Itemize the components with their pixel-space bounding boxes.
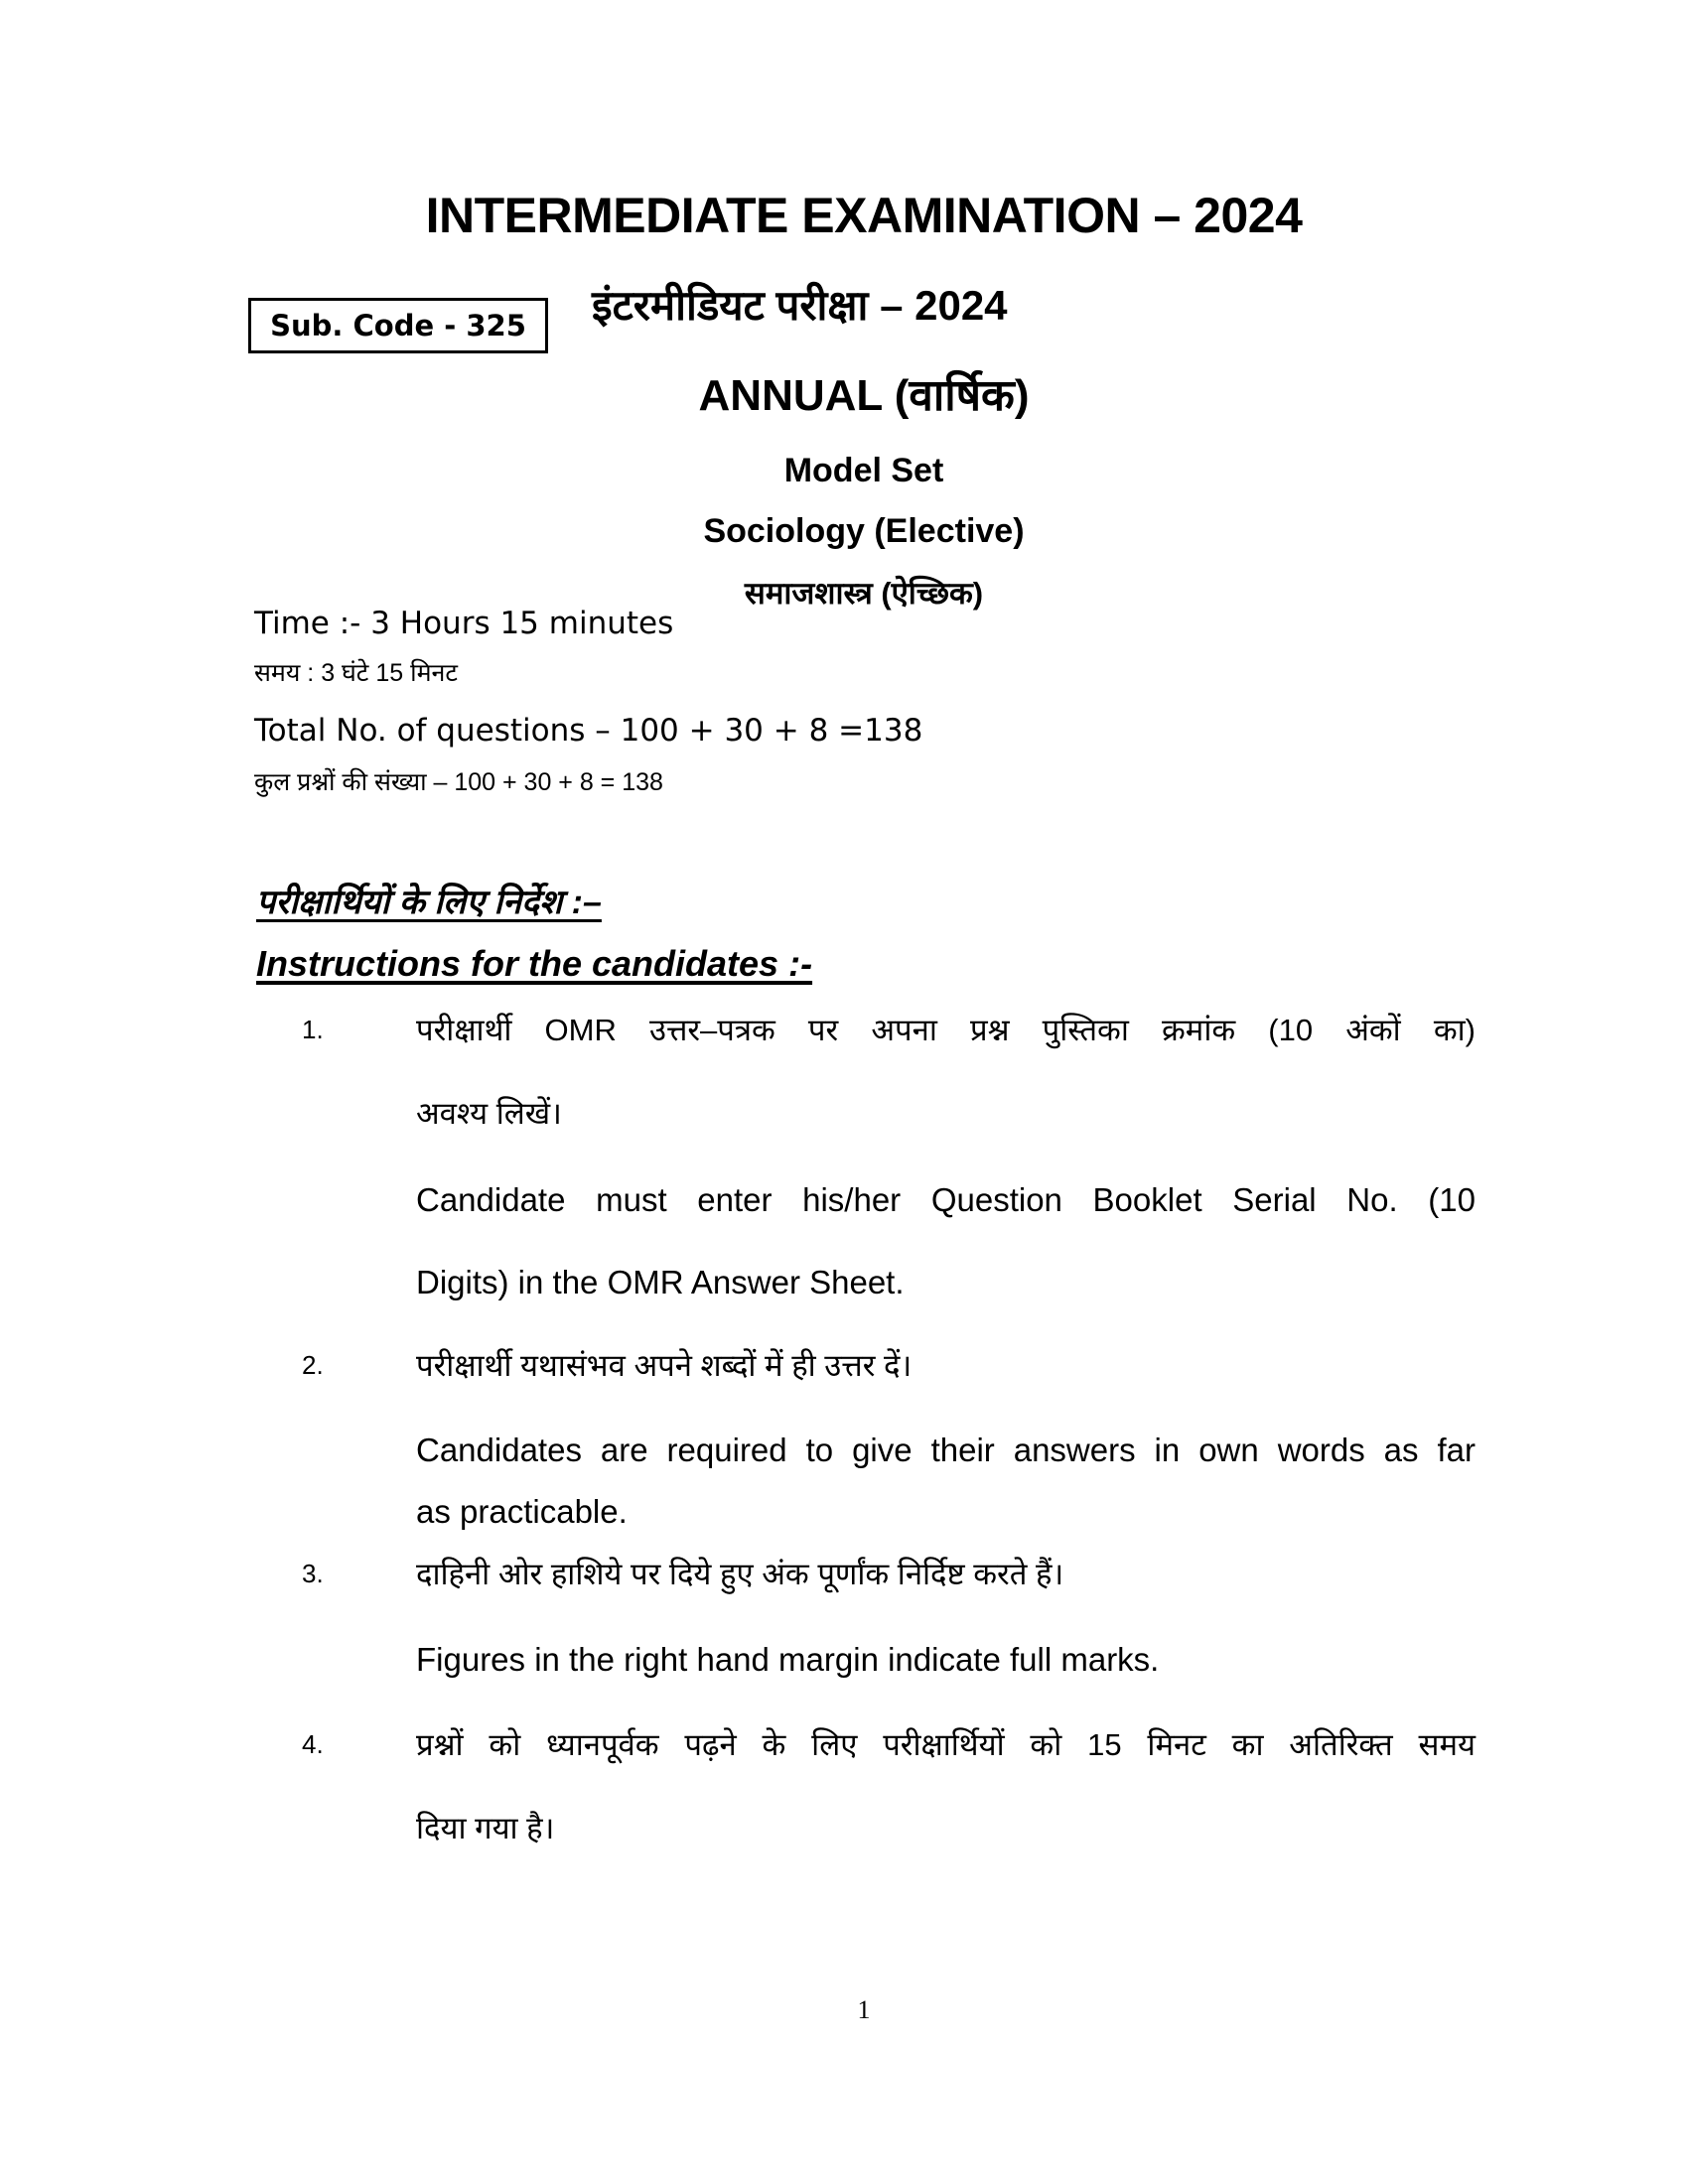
instruction-text-hindi: दाहिनी ओर हाशिये पर दिये हुए अंक पूर्णांक निर्दिष्ट करते हैं।	[416, 1557, 1064, 1591]
sub-code-label: Sub. Code - 325	[270, 309, 526, 342]
instruction-text-hindi: दिया गया है।	[416, 1811, 555, 1845]
instruction-number: 4.	[302, 1729, 324, 1759]
instruction-text-hindi: परीक्षार्थी OMR उत्तर–पत्रक पर अपना प्रश्न पुस्तिका क्रमांक (10 अंकों का)	[416, 1013, 1476, 1047]
total-questions-hindi: कुल प्रश्नों की संख्या – 100 + 30 + 8 = 138	[254, 768, 663, 796]
exam-title-hindi: इंटरमीडियट परीक्षा – 2024	[592, 282, 1008, 329]
instruction-number: 1.	[302, 1015, 324, 1044]
time-hindi: समय : 3 घंटे 15 मिनट	[254, 659, 459, 687]
session-label: ANNUAL (वार्षिक)	[698, 371, 1030, 420]
instruction-text-english: Candidate must enter his/her Question Booklet Serial No. (10	[416, 1181, 1476, 1218]
total-questions-english: Total No. of questions – 100 + 30 + 8 =138	[254, 713, 923, 749]
time-english: Time :- 3 Hours 15 minutes	[254, 606, 674, 641]
instruction-number: 2.	[302, 1350, 324, 1380]
page-number: 1	[857, 1995, 871, 2024]
set-label: Model Set	[783, 452, 944, 489]
instruction-text-english: Digits) in the OMR Answer Sheet.	[416, 1264, 905, 1300]
instructions-heading-english: Instructions for the candidates :-	[256, 943, 813, 984]
instruction-text-english: Figures in the right hand margin indicate full marks.	[416, 1641, 1160, 1678]
sub-code-box	[248, 298, 548, 353]
instruction-text-hindi: परीक्षार्थी यथासंभव अपने शब्दों में ही उत्तर दें।	[416, 1348, 913, 1383]
instruction-text-hindi: अवश्य लिखें।	[416, 1096, 562, 1131]
instructions-heading-hindi: परीक्षार्थियों के लिए निर्देश :–	[256, 884, 602, 921]
instruction-text-english: as practicable.	[416, 1493, 628, 1530]
subject-label-hindi: समाजशास्त्र (ऐच्छिक)	[744, 576, 984, 611]
instruction-number: 3.	[302, 1559, 324, 1588]
instruction-text-english: Candidates are required to give their answers in own words as far	[416, 1432, 1476, 1468]
exam-title: INTERMEDIATE EXAMINATION – 2024	[425, 188, 1303, 243]
subject-label: Sociology (Elective)	[703, 512, 1025, 550]
instruction-text-hindi: प्रश्नों को ध्यानपूर्वक पढ़ने के लिए परीक्षार्थियों को 15 मिनट का अतिरिक्त समय	[416, 1727, 1476, 1762]
